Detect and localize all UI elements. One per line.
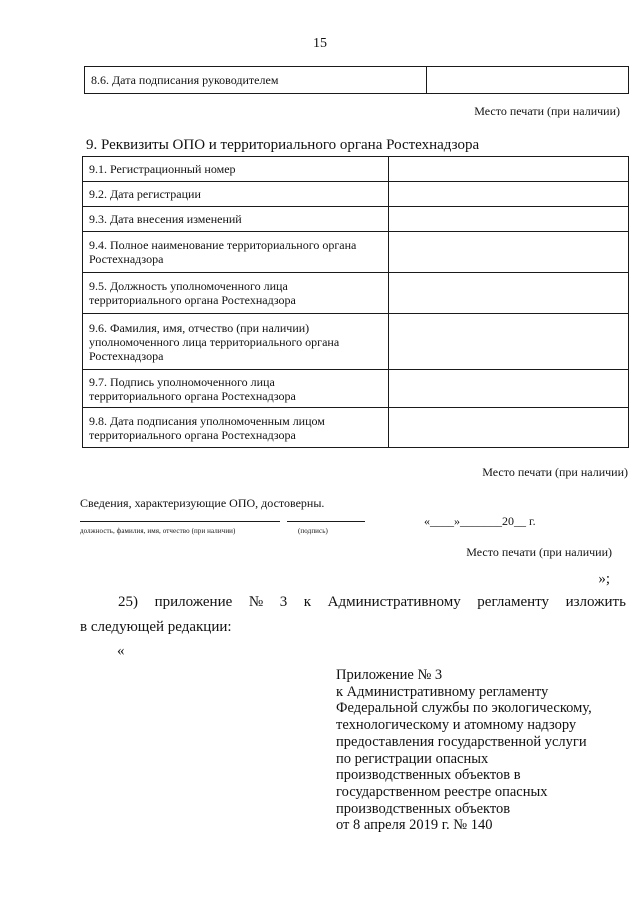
table-row bbox=[83, 273, 629, 314]
row-value-field[interactable] bbox=[389, 232, 629, 273]
row-label: 9.2. Дата регистрации bbox=[83, 182, 389, 207]
item-25-line-1: 25) приложение № 3 к Административному регламенту изложить bbox=[118, 594, 626, 610]
date-line: «____»_______20__ г. bbox=[424, 514, 536, 528]
row-label: 9.4. Полное наименование территориального органа Ростехнадзора bbox=[83, 232, 389, 273]
row-label: 9.6. Фамилия, имя, отчество (при наличии) уполномоченного лица территориального органа Ростехнадзора bbox=[83, 314, 389, 370]
row-label: 9.8. Дата подписания уполномоченным лицом территориального органа Ростехнадзора bbox=[83, 408, 389, 448]
position-name-line[interactable] bbox=[80, 521, 280, 522]
closing-quote: »; bbox=[598, 571, 610, 587]
row-value-field[interactable] bbox=[389, 370, 629, 408]
stamp-note: Место печати (при наличии) bbox=[474, 104, 620, 118]
table-row bbox=[83, 370, 629, 408]
row-value-field[interactable] bbox=[389, 408, 629, 448]
open-quote: « bbox=[117, 643, 125, 659]
table-row bbox=[83, 182, 629, 207]
row-value-field[interactable] bbox=[389, 207, 629, 232]
row-value-field[interactable] bbox=[389, 273, 629, 314]
row-value-field[interactable] bbox=[389, 157, 629, 182]
table-section-8 bbox=[84, 66, 629, 94]
item-25-line-2: в следующей редакции: bbox=[80, 619, 232, 635]
row-label: 9.5. Должность уполномоченного лица территориального органа Ростехнадзора bbox=[83, 273, 389, 314]
row-label: 9.3. Дата внесения изменений bbox=[83, 207, 389, 232]
table-row bbox=[83, 314, 629, 370]
table-section-9 bbox=[82, 156, 629, 448]
table-row bbox=[83, 207, 629, 232]
confirmation-text: Сведения, характеризующие ОПО, достоверны. bbox=[80, 496, 325, 510]
row-value-field[interactable] bbox=[389, 314, 629, 370]
table-row bbox=[83, 157, 629, 182]
row-value-field[interactable] bbox=[427, 67, 629, 94]
signature-line[interactable] bbox=[287, 521, 365, 522]
section-title: 9. Реквизиты ОПО и территориального органа Ростехнадзора bbox=[86, 137, 480, 153]
signature-caption-position: должность, фамилия, имя, отчество (при наличии) bbox=[80, 527, 236, 535]
stamp-note: Место печати (при наличии) bbox=[466, 545, 612, 559]
page-number: 15 bbox=[313, 36, 327, 51]
signature-caption-sign: (подпись) bbox=[298, 527, 328, 535]
table-row bbox=[85, 67, 629, 94]
row-label: 9.1. Регистрационный номер bbox=[83, 157, 389, 182]
stamp-note: Место печати (при наличии) bbox=[482, 465, 628, 479]
row-label: 9.7. Подпись уполномоченного лица территориального органа Ростехнадзора bbox=[83, 370, 389, 408]
appendix-header: Приложение № 3 к Административному регламенту Федеральной службы по экологическому, технологическому и атомному надзору предоставления государственной услуги по регистрации опасных производственных объектов в государственном реестре опасных производственных объектов от 8 апреля 2019 г. № 140 bbox=[336, 667, 592, 834]
row-label: 8.6. Дата подписания руководителем bbox=[85, 67, 427, 94]
row-value-field[interactable] bbox=[389, 182, 629, 207]
table-row bbox=[83, 408, 629, 448]
table-row bbox=[83, 232, 629, 273]
